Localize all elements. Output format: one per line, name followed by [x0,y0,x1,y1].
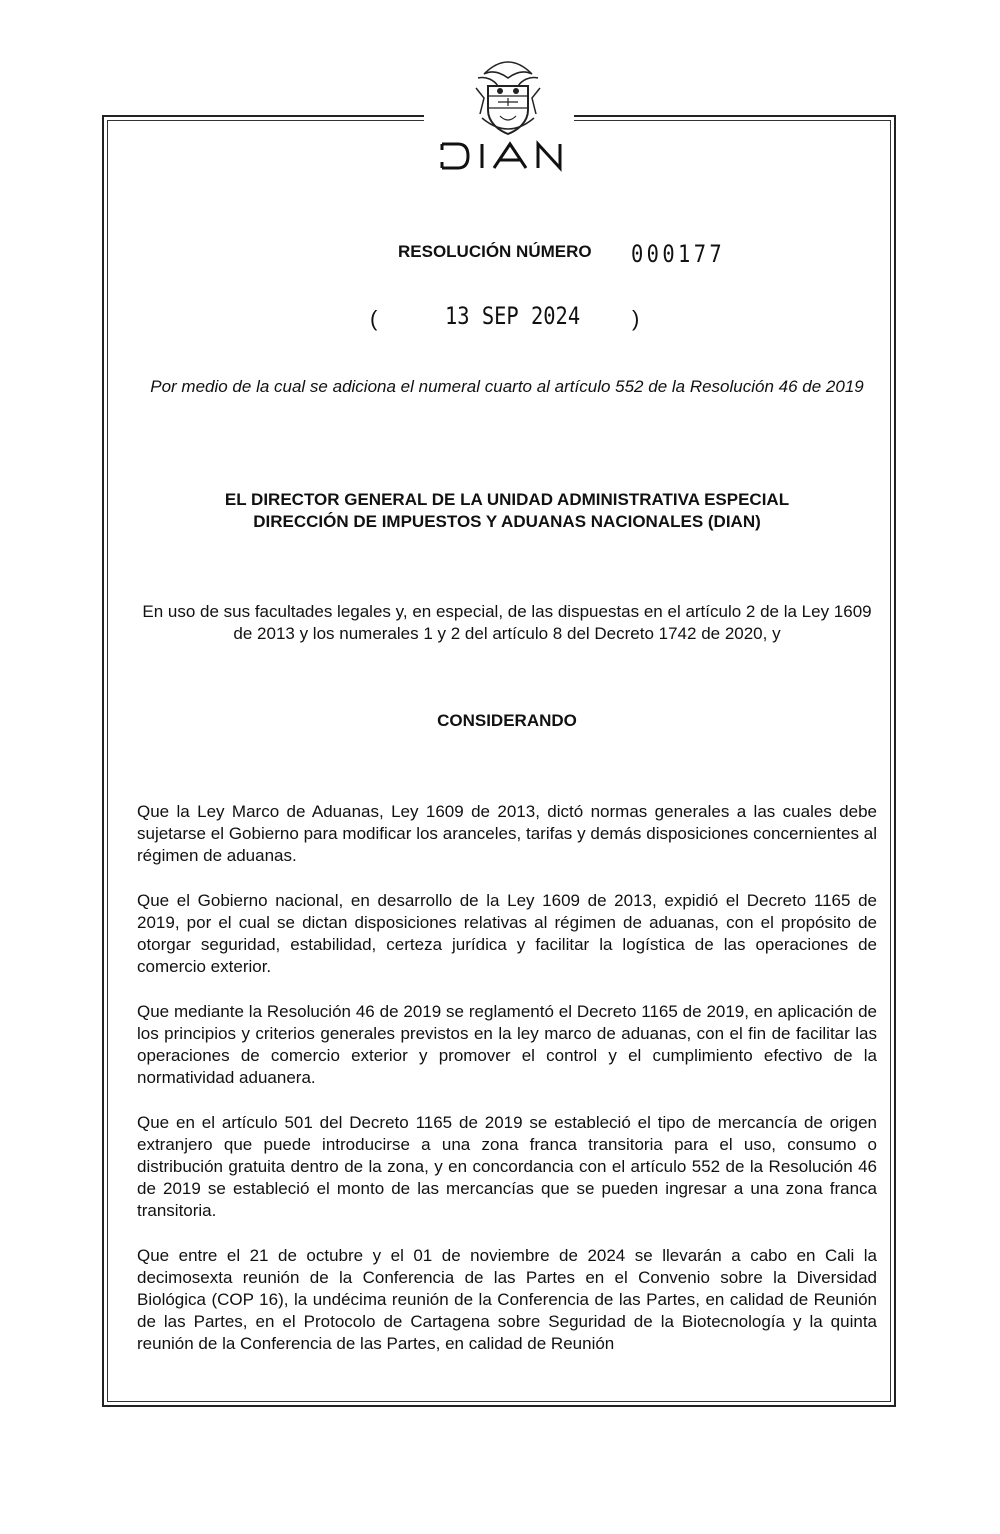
date-paren-close: ) [632,306,640,331]
authority-line-1: EL DIRECTOR GENERAL DE LA UNIDAD ADMINISTRATIVA ESPECIAL [224,490,790,509]
coat-of-arms-icon [468,58,548,140]
considerando-heading: CONSIDERANDO [437,711,577,730]
legal-powers: En uso de sus facultades legales y, en especial, de las dispuestas en el artículo 2 de la Ley 1609 de 2013 y los numerales 1 y 2 del artículo 8 del Decreto 1742 de 2020, y [142,602,872,643]
dian-logo [438,140,568,172]
paragraph-3: Que mediante la Resolución 46 de 2019 se reglamentó el Decreto 1165 de 2019, en aplicación de los principios y criterios generales previstos en la ley marco de aduanas, con el fin de facilitar las operaciones de comercio exterior y promover el control y el cumplimiento efectivo de la normatividad aduanera. [137,1002,877,1087]
paragraph-5: Que entre el 21 de octubre y el 01 de noviembre de 2024 se llevarán a cabo en Cali la decimosexta reunión de la Conferencia de las Partes en el Convenio sobre la Diversidad Biológica (COP 16), la undécima reunión de la Conferencia de las Partes, en calidad de Reunión de las Partes, en el Protocolo de Cartagena sobre Seguridad de la Biotecnología y la quinta reunión de la Conferencia de las Partes, en calidad de Reunión [137,1246,877,1353]
date-paren-open: ( [370,306,378,331]
paragraph-4: Que en el artículo 501 del Decreto 1165 de 2019 se estableció el tipo de mercancía de origen extranjero que puede introducirse a una zona franca transitoria para el uso, consumo o distribución gratuita dentro de la zona, y en concordancia con el artículo 552 de la Resolución 46 de 2019 se estableció el monto de las mercancías que se pueden ingresar a una zona franca transitoria. [137,1113,877,1220]
paragraph-1: Que la Ley Marco de Aduanas, Ley 1609 de 2013, dictó normas generales a las cuales debe sujetarse el Gobierno para modificar los aranceles, tarifas y demás disposiciones concernientes al régimen de aduanas. [137,802,877,865]
resolution-label: RESOLUCIÓN NÚMERO [398,242,592,261]
resolution-number: 000177 [631,240,726,268]
dian-logo-icon [438,140,568,172]
authority-line-2: DIRECCIÓN DE IMPUESTOS Y ADUANAS NACIONALES (DIAN) [253,512,761,531]
authority-title [137,489,877,533]
resolution-date: 13 SEP 2024 [445,302,581,330]
paragraph-2: Que el Gobierno nacional, en desarrollo de la Ley 1609 de 2013, expidió el Decreto 1165 de 2019, por el cual se dictan disposiciones relativas al régimen de aduanas, con el propósito de otorgar seguridad, estabilidad, certeza jurídica y facilitar la logística de las operaciones de comercio exterior. [137,891,877,976]
resolution-subject: Por medio de la cual se adiciona el numeral cuarto al artículo 552 de la Resolución 46 de 2019 [150,377,864,396]
